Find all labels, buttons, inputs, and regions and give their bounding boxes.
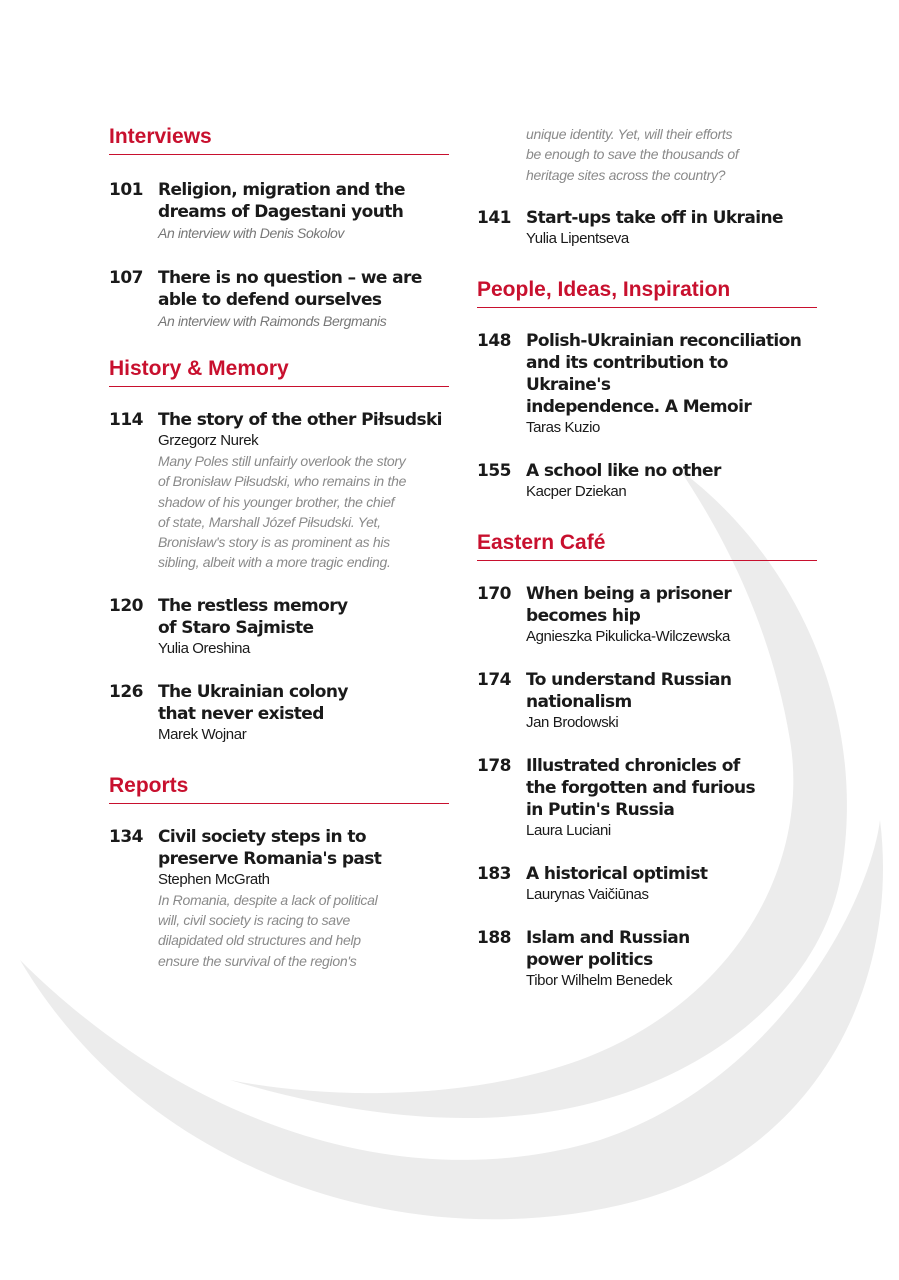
article-author: Taras Kuzio (526, 418, 600, 436)
article-author: An interview with Denis Sokolov (158, 225, 345, 241)
article-title: Civil society steps in to preserve Romania's past (158, 826, 382, 869)
article-author: Yulia Lipentseva (526, 229, 629, 247)
article-author: Grzegorz Nurek (158, 432, 259, 449)
article-title: A school like no other (526, 460, 721, 481)
article-description: In Romania, despite a lack of political will, civil society is racing to save dilapidated old structures and help ensure the survival of the region's (158, 891, 378, 969)
toc-entry[interactable] (477, 755, 817, 841)
article-title: Polish-Ukrainian reconciliation and its contribution to Ukraine's independence. A Memoir (526, 330, 802, 417)
toc-entry[interactable] (477, 460, 817, 502)
page-number: 101 (109, 180, 143, 200)
left-column (109, 124, 449, 971)
toc-entry[interactable] (477, 583, 817, 647)
page-number: 126 (109, 681, 143, 702)
toc-entry[interactable] (109, 681, 449, 745)
section-heading-reports: Reports (109, 773, 449, 804)
article-title: Islam and Russian power politics (526, 927, 690, 970)
article-author: Agnieszka Pikulicka-Wilczewska (526, 627, 730, 645)
article-title: Start-ups take off in Ukraine (526, 207, 783, 228)
toc-entry[interactable] (109, 179, 449, 243)
section-heading-interviews: Interviews (109, 124, 449, 155)
article-title: There is no question – we are able to defend ourselves (158, 268, 422, 310)
page-number: 148 (477, 330, 511, 351)
article-author: Laura Luciani (526, 821, 611, 839)
toc-entry[interactable] (109, 267, 449, 331)
article-author: An interview with Raimonds Bergmanis (158, 313, 387, 329)
page-number: 174 (477, 669, 511, 690)
article-title: Illustrated chronicles of the forgotten and furious in Putin's Russia (526, 755, 756, 820)
article-title: The Ukrainian colony that never existed (158, 681, 348, 724)
article-description: Many Poles still unfairly overlook the story of Bronisław Piłsudski, who remains in the shadow of his younger brother, the chief of state, Marshall Józef Piłsudski. Yet, Bronisław's story is as prominent as his sibling, albeit with a more tragic ending. (158, 453, 407, 571)
article-title: When being a prisoner becomes hip (526, 583, 732, 626)
toc-entry[interactable] (109, 409, 449, 573)
toc-entry[interactable] (477, 330, 817, 438)
toc-entry[interactable] (477, 207, 817, 249)
article-author: Stephen McGrath (158, 870, 270, 888)
page-number: 107 (109, 268, 143, 288)
article-title: The restless memory of Staro Sajmiste (158, 595, 348, 638)
article-title: Religion, migration and the dreams of Dagestani youth (158, 180, 405, 222)
right-column (477, 124, 817, 991)
article-author: Jan Brodowski (526, 713, 619, 731)
toc-entry[interactable] (109, 595, 449, 659)
toc-entry[interactable] (109, 826, 449, 971)
section-heading-history-memory: History & Memory (109, 356, 449, 387)
article-author: Tibor Wilhelm Benedek (526, 971, 673, 989)
page-number: 178 (477, 755, 511, 776)
article-author: Yulia Oreshina (158, 639, 250, 657)
page-number: 155 (477, 460, 511, 481)
article-author: Kacper Dziekan (526, 482, 627, 500)
toc-entry[interactable] (477, 927, 817, 991)
page-number: 114 (109, 410, 143, 430)
article-title: The story of the other Piłsudski (158, 410, 442, 430)
article-author: Laurynas Vaičiūnas (526, 885, 649, 903)
page-number: 170 (477, 583, 511, 604)
article-author: Marek Wojnar (158, 725, 247, 743)
section-heading-people-ideas-inspiration: People, Ideas, Inspiration (477, 277, 817, 308)
page-number: 183 (477, 863, 511, 884)
page-number: 120 (109, 595, 143, 616)
article-title: A historical optimist (526, 863, 708, 884)
toc-entry[interactable] (477, 863, 817, 905)
article-title: To understand Russian nationalism (526, 669, 732, 712)
page-number: 134 (109, 826, 143, 847)
toc-entry[interactable] (477, 669, 817, 733)
section-heading-eastern-cafe: Eastern Café (477, 530, 817, 561)
continued-description: unique identity. Yet, will their efforts be enough to save the thousands of heritage sites across the country? (526, 126, 739, 183)
page-number: 188 (477, 927, 511, 948)
page-number: 141 (477, 207, 511, 228)
